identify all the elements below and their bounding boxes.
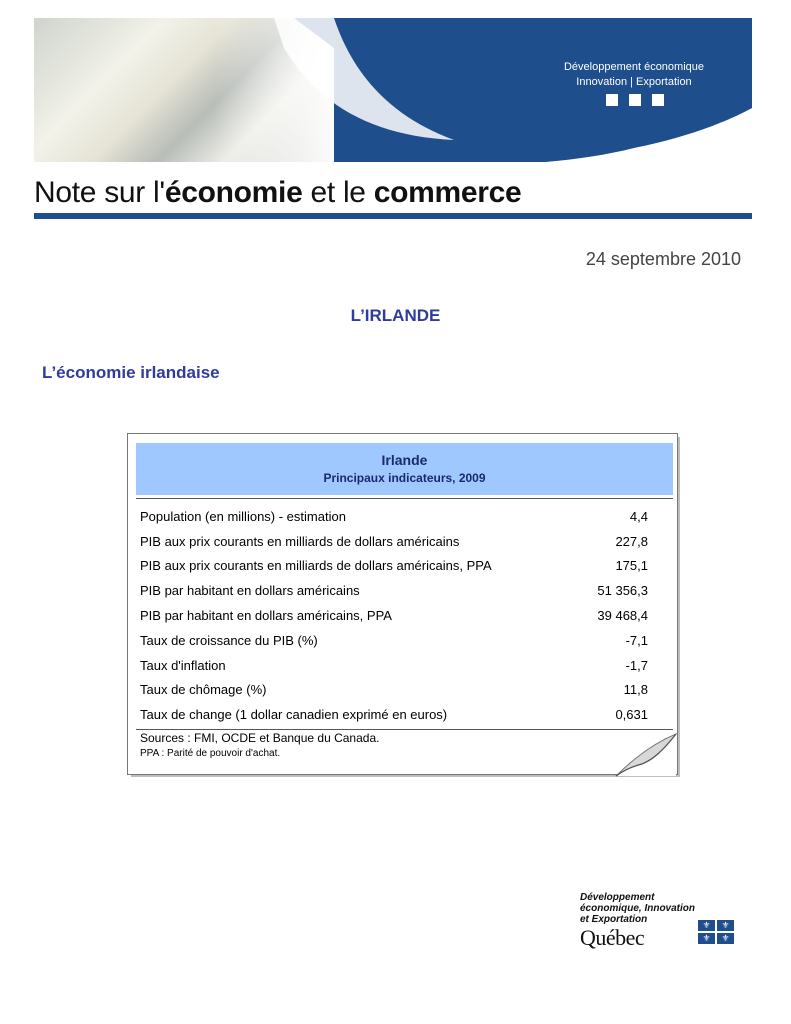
table-row (140, 678, 648, 703)
square-icon (629, 94, 641, 106)
row-value: 227,8 (615, 533, 648, 549)
logo-line-1: Développement (580, 892, 655, 903)
banner-tagline (534, 60, 734, 90)
fleur-de-lys-icon: ⚜ (717, 933, 734, 944)
table-row (140, 554, 648, 579)
section-heading: L’économie irlandaise (42, 363, 220, 382)
table-row (140, 504, 648, 529)
row-label: PIB par habitant en dollars américains (140, 583, 360, 599)
table-divider-bottom (136, 729, 673, 730)
row-value: 11,8 (623, 682, 648, 698)
header-banner (34, 18, 752, 162)
fleur-de-lys-icon: ⚜ (698, 920, 715, 931)
table-row (140, 702, 648, 727)
row-value: 51 356,3 (597, 583, 648, 599)
title-rule (34, 213, 752, 219)
table-row (140, 603, 648, 628)
table-title: Irlande (381, 452, 428, 468)
logo-line-2: économique, Innovation (580, 903, 696, 914)
title-part-2: économie (164, 176, 303, 209)
indicators-table-card (127, 433, 678, 775)
document-title (34, 176, 521, 210)
country-heading: L’IRLANDE (350, 306, 441, 325)
table-row (140, 529, 648, 554)
row-label: PIB aux prix courants en milliards de dollars américains (140, 533, 460, 549)
row-value: -7,1 (625, 632, 648, 648)
table-row (140, 653, 648, 678)
row-label: Population (en millions) - estimation (140, 508, 346, 524)
fleur-de-lys-flag (698, 920, 734, 944)
fleur-de-lys-icon: ⚜ (698, 933, 715, 944)
document-date: 24 septembre 2010 (585, 249, 741, 269)
title-part-1: Note sur l' (34, 176, 165, 209)
banner-squares (606, 94, 664, 106)
row-label: Taux de change (1 dollar canadien exprimé en euros) (140, 707, 448, 723)
table-note: PPA : Parité de pouvoir d'achat. (140, 748, 281, 759)
row-label: Taux de croissance du PIB (%) (140, 632, 318, 648)
table-header (136, 443, 673, 495)
table-subtitle: Principaux indicateurs, 2009 (323, 471, 486, 485)
banner-line-2: Innovation | Exportation (576, 76, 692, 88)
row-value: 4,4 (629, 508, 648, 524)
row-value: 0,631 (615, 707, 648, 723)
row-label: Taux de chômage (%) (140, 682, 267, 698)
row-label: Taux d'inflation (140, 657, 226, 673)
row-label: PIB par habitant en dollars américains, PPA (140, 608, 392, 624)
title-part-3: et le (302, 176, 374, 209)
row-value: 39 468,4 (597, 608, 648, 624)
banner-wave-shape (34, 18, 752, 162)
fleur-de-lys-icon: ⚜ (717, 920, 734, 931)
banner-line-1: Développement économique (563, 61, 705, 73)
row-value: 175,1 (615, 558, 648, 574)
indicator-rows (140, 504, 648, 727)
row-label: PIB aux prix courants en milliards de dollars américains, PPA (140, 558, 492, 574)
logo-quebec-wordmark: Québec (580, 925, 645, 950)
square-icon (652, 94, 664, 106)
table-source: Sources : FMI, OCDE et Banque du Canada. (140, 731, 380, 745)
square-icon (606, 94, 618, 106)
title-part-4: commerce (373, 176, 522, 209)
page-curl-icon (612, 730, 680, 778)
logo-line-3: et Exportation (580, 914, 648, 925)
row-value: -1,7 (625, 657, 648, 673)
table-row (140, 578, 648, 603)
quebec-logo (580, 892, 740, 952)
table-divider-top (136, 498, 673, 499)
table-row (140, 628, 648, 653)
